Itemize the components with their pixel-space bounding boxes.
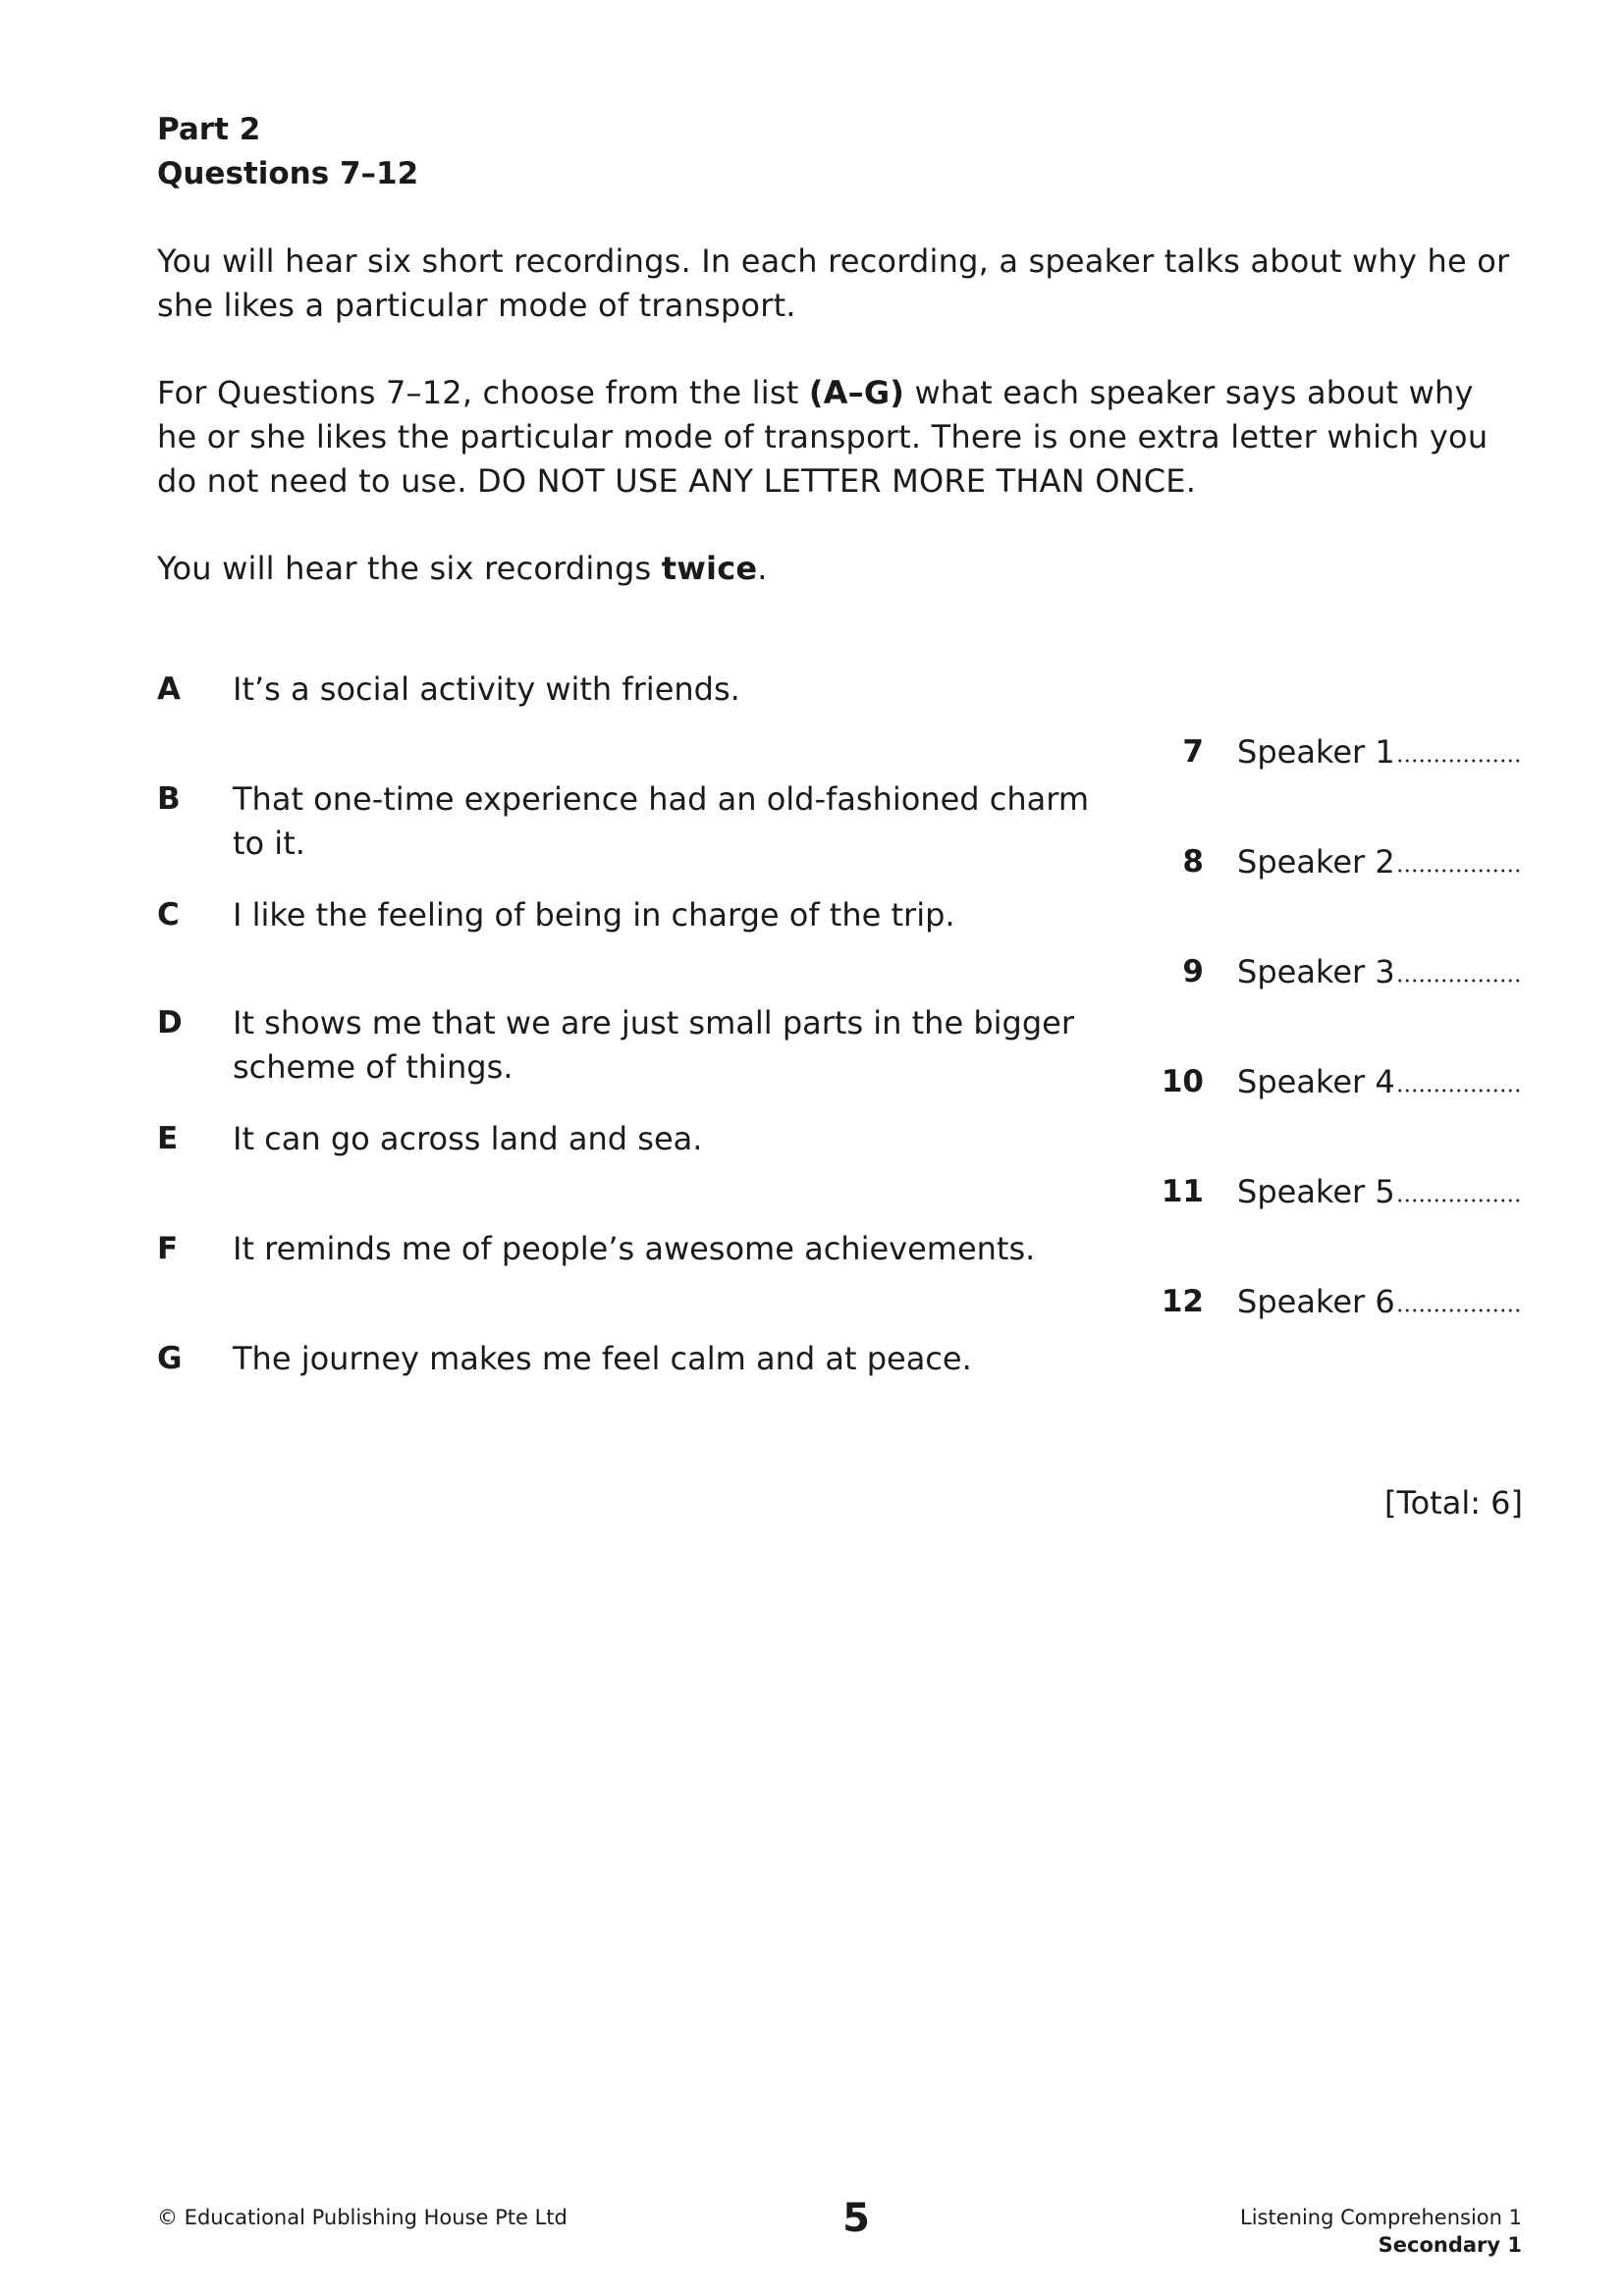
questions-heading: Questions 7–12: [157, 156, 419, 191]
speaker-answer-row: [1129, 730, 1532, 774]
option-text: [233, 1227, 1097, 1271]
letter-range: (A–G): [808, 374, 905, 411]
option-text: [233, 777, 1097, 866]
question-number: 10: [1161, 1064, 1204, 1099]
question-number: 7: [1182, 734, 1204, 770]
speaker-answer-row: [1129, 840, 1532, 884]
option-letter: F: [157, 1231, 179, 1266]
speaker-label: Speaker 1: [1237, 733, 1395, 771]
option-text-line: It can go across land and sea.: [233, 1120, 703, 1157]
book-level: Secondary 1: [1378, 2233, 1522, 2257]
emphasis-twice: twice: [661, 550, 758, 587]
question-number: 12: [1161, 1284, 1204, 1319]
speaker-label: Speaker 5: [1237, 1173, 1395, 1210]
speaker-label: Speaker 3: [1237, 953, 1395, 990]
option-text-line: scheme of things.: [233, 1048, 514, 1086]
part-heading: Part 2: [157, 112, 261, 147]
answer-blank[interactable]: [1396, 1308, 1522, 1313]
answer-blank[interactable]: [1396, 868, 1522, 874]
instruction-text: You will hear the six recordings: [157, 550, 662, 587]
option-text-line: The journey makes me feel calm and at peace.: [233, 1340, 972, 1377]
speaker-label: Speaker 4: [1237, 1063, 1395, 1100]
answer-blank[interactable]: [1396, 758, 1522, 764]
speaker-label: Speaker 2: [1237, 843, 1395, 881]
option-letter: D: [157, 1005, 183, 1041]
option-letter: C: [157, 897, 180, 933]
speaker-label: Speaker 6: [1237, 1283, 1395, 1320]
speaker-answer-row: [1129, 1170, 1532, 1214]
instruction-text: For Questions 7–12, choose from the list: [157, 374, 809, 411]
option-text-line: to it.: [233, 825, 305, 862]
total-marks: [Total: 6]: [1383, 1484, 1523, 1522]
option-text-line: It shows me that we are just small parts in the bigger: [233, 1004, 1074, 1041]
instruction-text: .: [757, 550, 768, 587]
book-title: Listening Comprehension 1: [1240, 2206, 1522, 2229]
option-text: [233, 1117, 1097, 1161]
speaker-answer-row: [1129, 1280, 1532, 1324]
instruction-paragraph-3: [157, 547, 1522, 591]
option-text-line: That one-time experience had an old-fashioned charm: [233, 780, 1090, 818]
option-text-line: I like the feeling of being in charge of the trip.: [233, 896, 955, 934]
option-text: [233, 1001, 1097, 1090]
answer-blank[interactable]: [1396, 1088, 1522, 1094]
option-letter: G: [157, 1341, 183, 1376]
copyright-notice: © Educational Publishing House Pte Ltd: [157, 2206, 568, 2229]
speaker-answer-row: [1129, 1060, 1532, 1104]
instruction-paragraph-1: You will hear six short recordings. In each recording, a speaker talks about why he or she likes a particular mode of transport.: [157, 242, 1510, 324]
instruction-text: what each speaker says about why he or she likes the particular mode of transport. There is one extra letter which you do not need to use. DO NOT USE ANY LETTER MORE THAN ONCE.: [157, 374, 1489, 500]
question-number: 11: [1161, 1174, 1204, 1209]
instruction-paragraph-2: [157, 371, 1522, 504]
option-text-line: It’s a social activity with friends.: [233, 670, 740, 708]
answer-blank[interactable]: [1396, 978, 1522, 984]
option-letter: B: [157, 781, 181, 817]
answer-blank[interactable]: [1396, 1198, 1522, 1203]
book-info: [1240, 2204, 1522, 2259]
option-text: [233, 1337, 1097, 1381]
option-letter: E: [157, 1121, 179, 1156]
speaker-answer-row: [1129, 950, 1532, 994]
option-text-line: It reminds me of people’s awesome achievements.: [233, 1230, 1036, 1267]
option-text: [233, 893, 1097, 937]
question-number: 8: [1182, 844, 1204, 880]
question-number: 9: [1182, 954, 1204, 989]
page-number: 5: [842, 2196, 870, 2241]
option-text: [233, 667, 1097, 712]
option-letter: A: [157, 671, 181, 707]
